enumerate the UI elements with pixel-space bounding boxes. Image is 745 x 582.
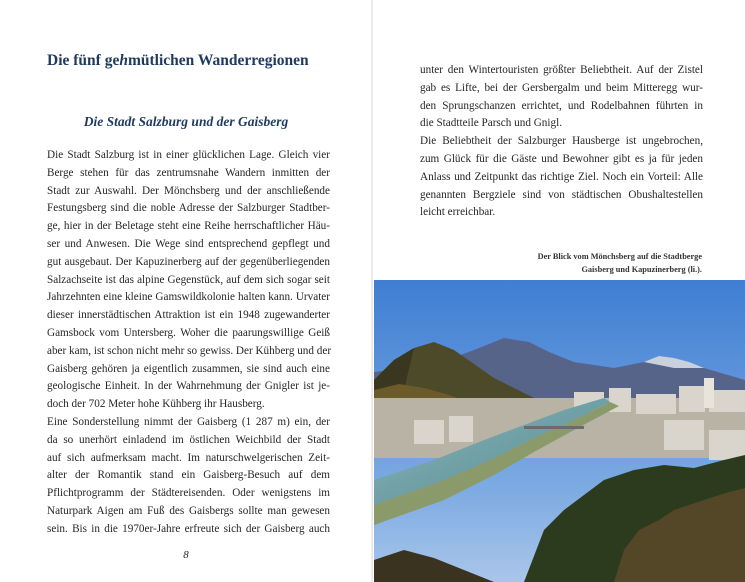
text-line: den Sprungschanzen errichtet, und Rodelbahnen führten in (420, 99, 703, 112)
left-body-text (47, 147, 330, 539)
text-line: ge, hier in der Beletage steht eine Reihe herrschaftlicher Häu- (47, 220, 330, 233)
text-line: gab es Lifte, bei der Gersbergalm und beim Mitteregg wur- (420, 81, 703, 94)
text-line: dieser innerstädtischen Attraktion ist ein 1948 zugewanderter (47, 309, 330, 322)
text-line: Die Beliebtheit der Salzburger Hausberge ist ungebrochen, (420, 135, 703, 148)
text-line: doch der 702 Meter hohe Kühberg ihr Hausberg. (47, 398, 265, 411)
text-line: da so unerhört einladend im östlichen Weichbild der Stadt (47, 433, 330, 446)
text-line: ser und Anwesen. Die Wege sind entsprechend gepflegt und (47, 237, 330, 250)
text-line: die Stadtteile Parsch und Gnigl. (420, 117, 562, 130)
chapter-title-part2: mütlichen Wanderregionen (127, 52, 309, 69)
section-title: Die Stadt Salzburg und der Gaisberg (83, 114, 289, 129)
page-number: 8 (183, 549, 189, 561)
text-line: alter der Romantik stand ein Gaisberg-Besuch auf dem (47, 469, 330, 482)
text-line: leicht erreichbar. (420, 206, 496, 219)
text-line: Die Stadt Salzburg ist in einer glücklichen Lage. Gleich vier (47, 149, 330, 161)
text-line: Festungsberg sind die noble Adresse der Salzburger Stadtber- (47, 202, 330, 215)
text-line: sein. Bis in die 1970er-Jahre erfreute sich der Gaisberg auch (47, 522, 330, 535)
chapter-title-italic: h (119, 52, 128, 69)
photo-caption (538, 250, 702, 276)
text-line: zum Glück für die Gäste und Bewohner gibt es ja für jeden (420, 152, 703, 165)
text-line: gut ausgebaut. Der Kapuzinerberg auf der gegenüberliegenden (47, 255, 330, 268)
text-line: Naturpark Aigen am Fuß des Gaisbergs sollte man gewesen (47, 504, 330, 517)
left-page (0, 0, 372, 582)
text-line: Salzachseite ist das alpine Gegenstück, auf dem sich sogar seit (47, 273, 330, 286)
right-body-text (420, 62, 703, 222)
text-line: unter den Wintertouristen größter Beliebtheit. Auf der Zistel (420, 64, 703, 76)
text-line: auf sich aufmerksam macht. Im naturschwelgerischen Zeit- (47, 451, 330, 464)
bridge (524, 426, 584, 429)
text-line: Jahrzehnten eine kleine Gamswildkolonie halten kann. Urvater (47, 291, 330, 304)
text-line: Gamsbock vom Untersberg. Woher die paarungswillige Geiß (47, 326, 330, 339)
text-line: Berge stehen für das zentrumsnahe Wandern inmitten der (47, 166, 330, 179)
cathedral-tower (704, 378, 714, 408)
text-line: Pflichtprogramm der Städtereisenden. Oder wenigstens im (47, 487, 330, 500)
text-line: Gaisberg gehören ja eigentlich zusammen, sie sind auch eine (47, 362, 330, 375)
salzburg-panorama-photo (374, 280, 745, 582)
caption-line-2: Gaisberg und Kapuzinerberg (li.). (581, 265, 702, 274)
chapter-title-part1: Die fünf ge (47, 52, 120, 69)
text-line: Anlass und Zeitpunkt das richtige Ziel. Noch ein Vorteil: Alle (420, 170, 703, 183)
right-page (373, 0, 745, 582)
text-line: aber kam, ist schon nicht mehr so gewiss. Der Kühberg und der (47, 344, 332, 357)
text-line: Eine Sonderstellung nimmt der Gaisberg (1 287 m) ein, der (47, 415, 330, 428)
text-line: Stadt zur Auswahl. Der Mönchsberg und der anschließende (47, 184, 330, 197)
caption-line-1: Der Blick vom Mönchsberg auf die Stadtberge (537, 252, 702, 261)
chapter-title (47, 52, 309, 70)
text-line: geologische Einheit. In der Wahrnehmung der Gnigler ist je- (47, 380, 330, 393)
text-line: genannten Bergziele sind von städtischen Obushaltestellen (420, 188, 703, 201)
